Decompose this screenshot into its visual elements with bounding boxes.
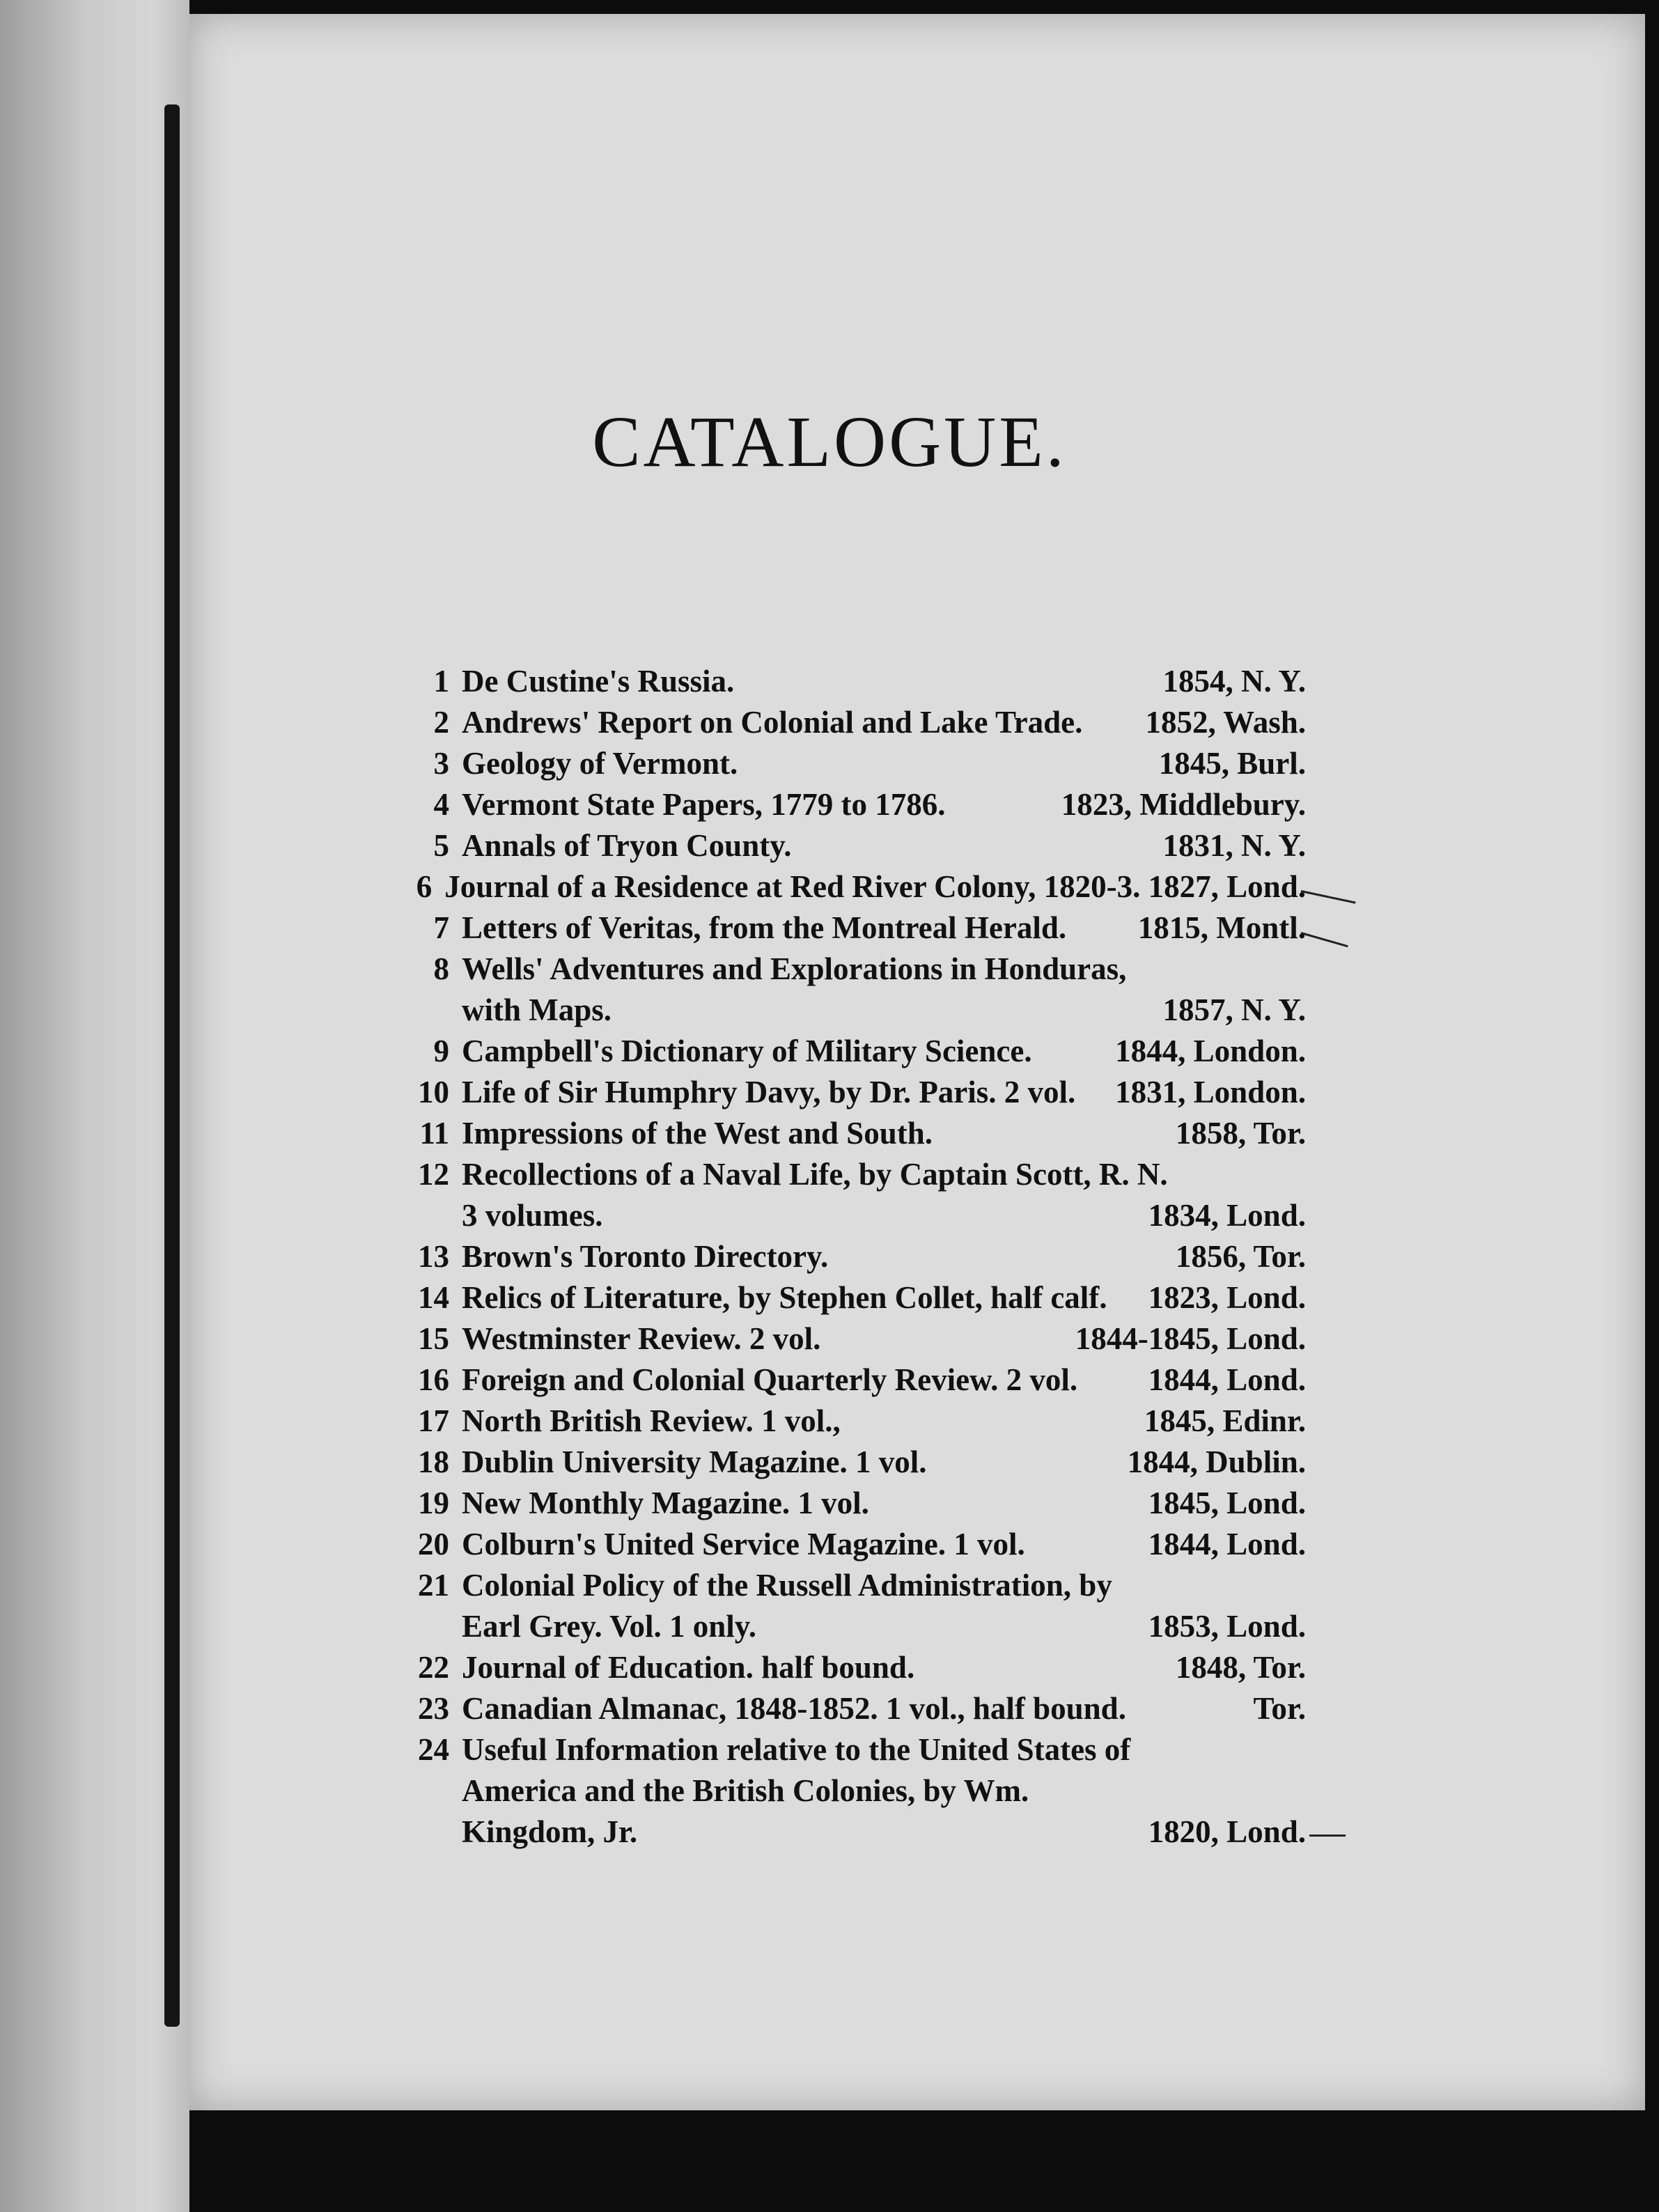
entry-number: 20 xyxy=(418,1527,449,1561)
leader xyxy=(637,1814,1148,1850)
entry-imprint: 1857, N. Y. xyxy=(1162,992,1306,1027)
entry-title: Annals of Tryon County. xyxy=(462,828,792,863)
leader xyxy=(1025,1526,1148,1562)
leader xyxy=(914,1649,1176,1685)
catalogue-list xyxy=(400,663,1306,1855)
entry-imprint: 1854, N. Y. xyxy=(1162,664,1306,699)
entry-title: Andrews' Report on Colonial and Lake Trade. xyxy=(462,705,1083,740)
leader xyxy=(1082,704,1145,740)
entry-title: Vermont State Papers, 1779 to 1786. xyxy=(462,787,946,822)
entry-number: 14 xyxy=(418,1280,449,1315)
entry-imprint: 1856, Tor. xyxy=(1175,1239,1306,1274)
entry-imprint: Tor. xyxy=(1253,1691,1306,1726)
catalogue-entry-line xyxy=(400,1074,1306,1115)
entry-title-continued: Earl Grey. Vol. 1 only. xyxy=(462,1609,756,1644)
entry-title: Geology of Vermont. xyxy=(462,746,738,781)
entry-number: 24 xyxy=(418,1732,449,1767)
catalogue-entry-line xyxy=(400,1649,1306,1690)
leader xyxy=(738,745,1159,781)
catalogue-entry-line xyxy=(400,992,1306,1033)
entry-title: Dublin University Magazine. 1 vol. xyxy=(462,1444,927,1479)
entry-number: 12 xyxy=(418,1157,449,1192)
leader xyxy=(869,1485,1148,1521)
catalogue-entry-line xyxy=(400,1814,1306,1855)
entry-number: 19 xyxy=(418,1486,449,1520)
leader xyxy=(734,663,1162,699)
catalogue-entry-line xyxy=(400,704,1306,745)
entry-imprint: 1853, Lond. xyxy=(1148,1609,1306,1644)
catalogue-entry-line xyxy=(400,1033,1306,1074)
entry-imprint: 1815, Montl. xyxy=(1137,910,1306,945)
entry-imprint: 1827, Lond. xyxy=(1148,869,1306,904)
catalogue-entry-line xyxy=(400,1608,1306,1649)
leader xyxy=(927,1444,1128,1480)
entry-imprint: 1858, Tor. xyxy=(1175,1116,1306,1151)
leader xyxy=(791,827,1162,864)
catalogue-entry-line xyxy=(400,1773,1306,1814)
catalogue-entry-line xyxy=(400,786,1306,827)
catalogue-entry-line xyxy=(400,1444,1306,1485)
entry-title: Life of Sir Humphry Davy, by Dr. Paris. 2 vol. xyxy=(462,1075,1076,1109)
entry-number: 1 xyxy=(433,664,449,699)
catalogue-entry-line xyxy=(400,827,1306,869)
leader xyxy=(1075,1074,1115,1110)
entry-title: Colonial Policy of the Russell Administration, by xyxy=(462,1568,1112,1603)
entry-number: 15 xyxy=(418,1321,449,1356)
scan-border xyxy=(189,2110,1645,2212)
entry-number: 21 xyxy=(418,1568,449,1603)
leader xyxy=(1066,910,1138,946)
entry-imprint: 1823, Lond. xyxy=(1148,1280,1306,1315)
entry-number: 3 xyxy=(433,746,449,781)
entry-title: Campbell's Dictionary of Military Science. xyxy=(462,1034,1032,1068)
entry-number: 7 xyxy=(433,910,449,945)
entry-title: North British Review. 1 vol., xyxy=(462,1403,841,1438)
entry-number: 6 xyxy=(416,869,433,904)
entry-number: 4 xyxy=(433,787,449,822)
entry-title: Letters of Veritas, from the Montreal Herald. xyxy=(462,910,1067,945)
entry-title: Canadian Almanac, 1848-1852. 1 vol., half bound. xyxy=(462,1691,1126,1726)
leader xyxy=(841,1403,1144,1439)
entry-number: 8 xyxy=(433,951,449,986)
entry-number: 11 xyxy=(419,1116,449,1151)
entry-title: Foreign and Colonial Quarterly Review. 2 vol. xyxy=(462,1362,1078,1397)
entry-number: 17 xyxy=(418,1403,449,1438)
binding-gutter xyxy=(164,104,180,2027)
entry-number: 22 xyxy=(418,1650,449,1685)
catalogue-entry-line xyxy=(400,1238,1306,1279)
page-title: CATALOGUE. xyxy=(592,402,1067,482)
catalogue-entry-line xyxy=(400,1526,1306,1567)
entry-imprint: 1845, Edinr. xyxy=(1144,1403,1306,1438)
catalogue-entry-line xyxy=(400,951,1306,992)
catalogue-entry-line xyxy=(400,1403,1306,1444)
leader xyxy=(756,1608,1148,1644)
entry-title: Useful Information relative to the United States of xyxy=(462,1732,1131,1767)
adjacent-page-edge xyxy=(0,0,189,2212)
catalogue-entry-line xyxy=(400,1197,1306,1238)
entry-imprint: 1845, Burl. xyxy=(1158,746,1306,781)
entry-imprint: 1831, London. xyxy=(1115,1075,1306,1109)
leader xyxy=(1077,1362,1148,1398)
entry-number: 10 xyxy=(418,1075,449,1109)
entry-number: 2 xyxy=(433,705,449,740)
entry-number: 16 xyxy=(418,1362,449,1397)
entry-title: New Monthly Magazine. 1 vol. xyxy=(462,1486,869,1520)
entry-number: 23 xyxy=(418,1691,449,1726)
entry-title: Colburn's United Service Magazine. 1 vol. xyxy=(462,1527,1025,1561)
entry-imprint: 1844-1845, Lond. xyxy=(1075,1321,1306,1356)
leader xyxy=(612,992,1163,1028)
entry-number: 18 xyxy=(418,1444,449,1479)
pencil-mark xyxy=(1309,1835,1346,1837)
entry-imprint: 1844, Lond. xyxy=(1148,1527,1306,1561)
entry-imprint: 1844, London. xyxy=(1115,1034,1306,1068)
leader xyxy=(1107,1279,1148,1316)
catalogue-entry-line xyxy=(400,1279,1306,1321)
entry-imprint: 1845, Lond. xyxy=(1148,1486,1306,1520)
entry-title-continued: America and the British Colonies, by Wm. xyxy=(462,1773,1029,1808)
entry-number: 5 xyxy=(433,828,449,863)
entry-title: Brown's Toronto Directory. xyxy=(462,1239,829,1274)
catalogue-entry-line xyxy=(400,1690,1306,1731)
leader xyxy=(603,1197,1148,1233)
entry-title: De Custine's Russia. xyxy=(462,664,735,699)
entry-title: Journal of a Residence at Red River Colony, 1820-3. xyxy=(444,869,1141,904)
catalogue-entry-line xyxy=(400,1115,1306,1156)
entry-title: Recollections of a Naval Life, by Captain Scott, R. N. xyxy=(462,1157,1168,1192)
entry-imprint: 1834, Lond. xyxy=(1148,1198,1306,1233)
catalogue-entry-line xyxy=(400,1362,1306,1403)
catalogue-entry-line xyxy=(400,1731,1306,1773)
entry-imprint: 1844, Dublin. xyxy=(1127,1444,1306,1479)
entry-imprint: 1820, Lond. xyxy=(1148,1814,1306,1849)
catalogue-entry-line xyxy=(400,1156,1306,1197)
leader xyxy=(1140,869,1148,905)
catalogue-entry-line xyxy=(400,745,1306,786)
leader xyxy=(828,1238,1176,1275)
leader xyxy=(1032,1033,1116,1069)
catalogue-entry-line xyxy=(400,1321,1306,1362)
entry-imprint: 1852, Wash. xyxy=(1145,705,1306,740)
entry-title: Relics of Literature, by Stephen Collet, half calf. xyxy=(462,1280,1107,1315)
catalogue-entry-line xyxy=(400,869,1306,910)
leader xyxy=(1126,1690,1254,1727)
leader xyxy=(946,786,1061,823)
catalogue-entry-line xyxy=(400,1485,1306,1526)
entry-title: Westminster Review. 2 vol. xyxy=(462,1321,821,1356)
entry-title-continued: 3 volumes. xyxy=(462,1198,603,1233)
entry-title: Impressions of the West and South. xyxy=(462,1116,933,1151)
entry-title-continued: Kingdom, Jr. xyxy=(462,1814,638,1849)
catalogue-entry-line xyxy=(400,1567,1306,1608)
entry-number: 9 xyxy=(433,1034,449,1068)
entry-title-continued: with Maps. xyxy=(462,992,612,1027)
entry-imprint: 1831, N. Y. xyxy=(1162,828,1306,863)
entry-imprint: 1823, Middlebury. xyxy=(1061,787,1306,822)
entry-imprint: 1844, Lond. xyxy=(1148,1362,1306,1397)
leader xyxy=(933,1115,1176,1151)
entry-number: 13 xyxy=(418,1239,449,1274)
catalogue-entry-line xyxy=(400,910,1306,951)
entry-imprint: 1848, Tor. xyxy=(1175,1650,1306,1685)
leader xyxy=(820,1321,1075,1357)
catalogue-entry-line xyxy=(400,663,1306,704)
entry-title: Wells' Adventures and Explorations in Honduras, xyxy=(462,951,1127,986)
entry-title: Journal of Education. half bound. xyxy=(462,1650,915,1685)
